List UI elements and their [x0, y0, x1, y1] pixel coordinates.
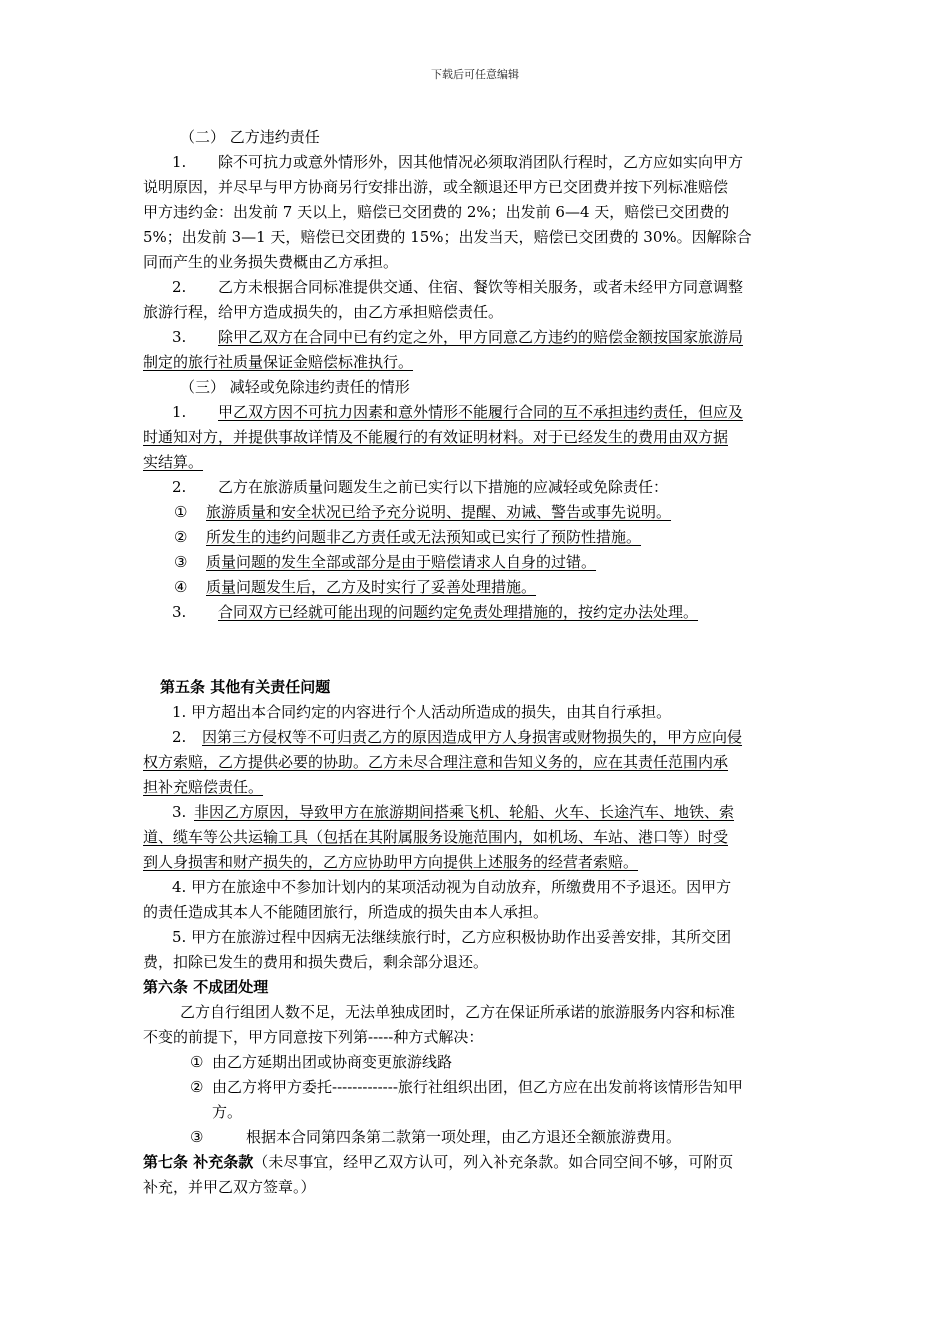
item-number: 2.: [172, 278, 187, 296]
list-marker: ②: [190, 1078, 204, 1096]
list-item: 所发生的违约问题非乙方责任或无法预知或已实行了预防性措施。: [206, 528, 642, 546]
para-line: 补充，并甲乙双方签章。）: [143, 1178, 316, 1196]
para-line: 甲乙双方因不可抗力因素和意外情形不能履行合同的互不承担违约责任，但应及: [218, 403, 744, 421]
item-number: 2.: [172, 728, 187, 746]
section-heading-2: （二） 乙方违约责任: [180, 128, 320, 146]
para-line: 同而产生的业务损失费概由乙方承担。: [143, 253, 399, 271]
article-7-title: 第七条 补充条款: [143, 1153, 254, 1171]
para-line: 5%；出发前 3—1 天，赔偿已交团费的 15%；出发当天，赔偿已交团费的 30%。因解除合: [143, 228, 752, 246]
item-number: 3.: [172, 603, 187, 621]
para-line: 4. 甲方在旅途中不参加计划内的某项活动视为自动放弃，所缴费用不予退还。因甲方: [172, 878, 732, 896]
para-line: 除甲乙双方在合同中已有约定之外，甲方同意乙方违约的赔偿金额按国家旅游局: [218, 328, 744, 346]
item-number: 2.: [172, 478, 187, 496]
para-line: 费，扣除已发生的费用和损失费后，剩余部分退还。: [143, 953, 489, 971]
item-number: 1.: [172, 153, 187, 171]
para-line: 非因乙方原因，导致甲方在旅游期间搭乘飞机、轮船、火车、长途汽车、地铁、索: [194, 803, 735, 821]
list-item: 方。: [212, 1103, 243, 1121]
para-line: 因第三方侵权等不可归责乙方的原因造成甲方人身损害或财物损失的，甲方应向侵: [202, 728, 743, 746]
list-marker: ①: [174, 503, 188, 521]
para-line: 5. 甲方在旅游过程中因病无法继续旅行时，乙方应积极协助作出妥善安排，其所交团: [172, 928, 732, 946]
para-line: 旅游行程，给甲方造成损失的，由乙方承担赔偿责任。: [143, 303, 504, 321]
article-6-title: 第六条 不成团处理: [143, 978, 269, 996]
list-marker: ③: [174, 553, 188, 571]
para-line: 到人身损害和财产损失的，乙方应协助甲方向提供上述服务的经营者索赔。: [143, 853, 639, 871]
list-item: 由乙方将甲方委托-------------旅行社组织出团，但乙方应在出发前将该情形告知甲: [212, 1078, 743, 1096]
para-line: 乙方在旅游质量问题发生之前已实行以下措施的应减轻或免除责任：: [218, 478, 669, 496]
para-line: 担补充赔偿责任。: [143, 778, 264, 796]
section-heading-3: （三） 减轻或免除违约责任的情形: [180, 378, 410, 396]
article-7-line: [143, 1151, 733, 1173]
para-line: 乙方未根据合同标准提供交通、住宿、餐饮等相关服务，或者未经甲方同意调整: [218, 278, 744, 296]
list-item: 由乙方延期出团或协商变更旅游线路: [212, 1053, 453, 1071]
para-line: 1. 甲方超出本合同约定的内容进行个人活动所造成的损失，由其自行承担。: [172, 703, 672, 721]
article-5-title: 第五条 其他有关责任问题: [160, 678, 331, 696]
page-header: 下载后可任意编辑: [431, 68, 519, 81]
para-line: 制定的旅行社质量保证金赔偿标准执行。: [143, 353, 414, 371]
para-line: 说明原因，并尽早与甲方协商另行安排出游，或全额退还甲方已交团费并按下列标准赔偿: [143, 178, 729, 196]
list-marker: ②: [174, 528, 188, 546]
para-line: 不变的前提下，甲方同意按下列第-----种方式解决：: [143, 1028, 484, 1046]
para-line: 除不可抗力或意外情形外，因其他情况必须取消团队行程时，乙方应如实向甲方: [218, 153, 744, 171]
item-number: 3.: [172, 803, 187, 821]
list-marker: ④: [174, 578, 188, 596]
list-item: 根据本合同第四条第二款第一项处理，由乙方退还全额旅游费用。: [246, 1128, 682, 1146]
para-line: 合同双方已经就可能出现的问题约定免责处理措施的，按约定办法处理。: [218, 603, 699, 621]
item-number: 1.: [172, 403, 187, 421]
para-line: 权方索赔，乙方提供必要的协助。乙方未尽合理注意和告知义务的，应在其责任范围内承: [143, 753, 729, 771]
list-item: 旅游质量和安全状况已给予充分说明、提醒、劝诫、警告或事先说明。: [206, 503, 672, 521]
para-line: 的责任造成其本人不能随团旅行，所造成的损失由本人承担。: [143, 903, 549, 921]
para-line: 乙方自行组团人数不足，无法单独成团时，乙方在保证所承诺的旅游服务内容和标准: [180, 1003, 736, 1021]
list-item: 质量问题的发生全部或部分是由于赔偿请求人自身的过错。: [206, 553, 597, 571]
item-number: 3.: [172, 328, 187, 346]
list-marker: ③: [190, 1128, 204, 1146]
list-marker: ①: [190, 1053, 204, 1071]
para-line: 时通知对方，并提供事故详情及不能履行的有效证明材料。对于已经发生的费用由双方据: [143, 428, 729, 446]
para-line: （未尽事宜，经甲乙双方认可，列入补充条款。如合同空间不够，可附页: [253, 1153, 734, 1171]
para-line: 实结算。: [143, 453, 204, 471]
para-line: 甲方违约金：出发前 7 天以上，赔偿已交团费的 2%；出发前 6—4 天，赔偿已交团费的: [143, 203, 730, 221]
list-item: 质量问题发生后，乙方及时实行了妥善处理措施。: [206, 578, 537, 596]
para-line: 道、缆车等公共运输工具（包括在其附属服务设施范围内，如机场、车站、港口等）时受: [143, 828, 729, 846]
